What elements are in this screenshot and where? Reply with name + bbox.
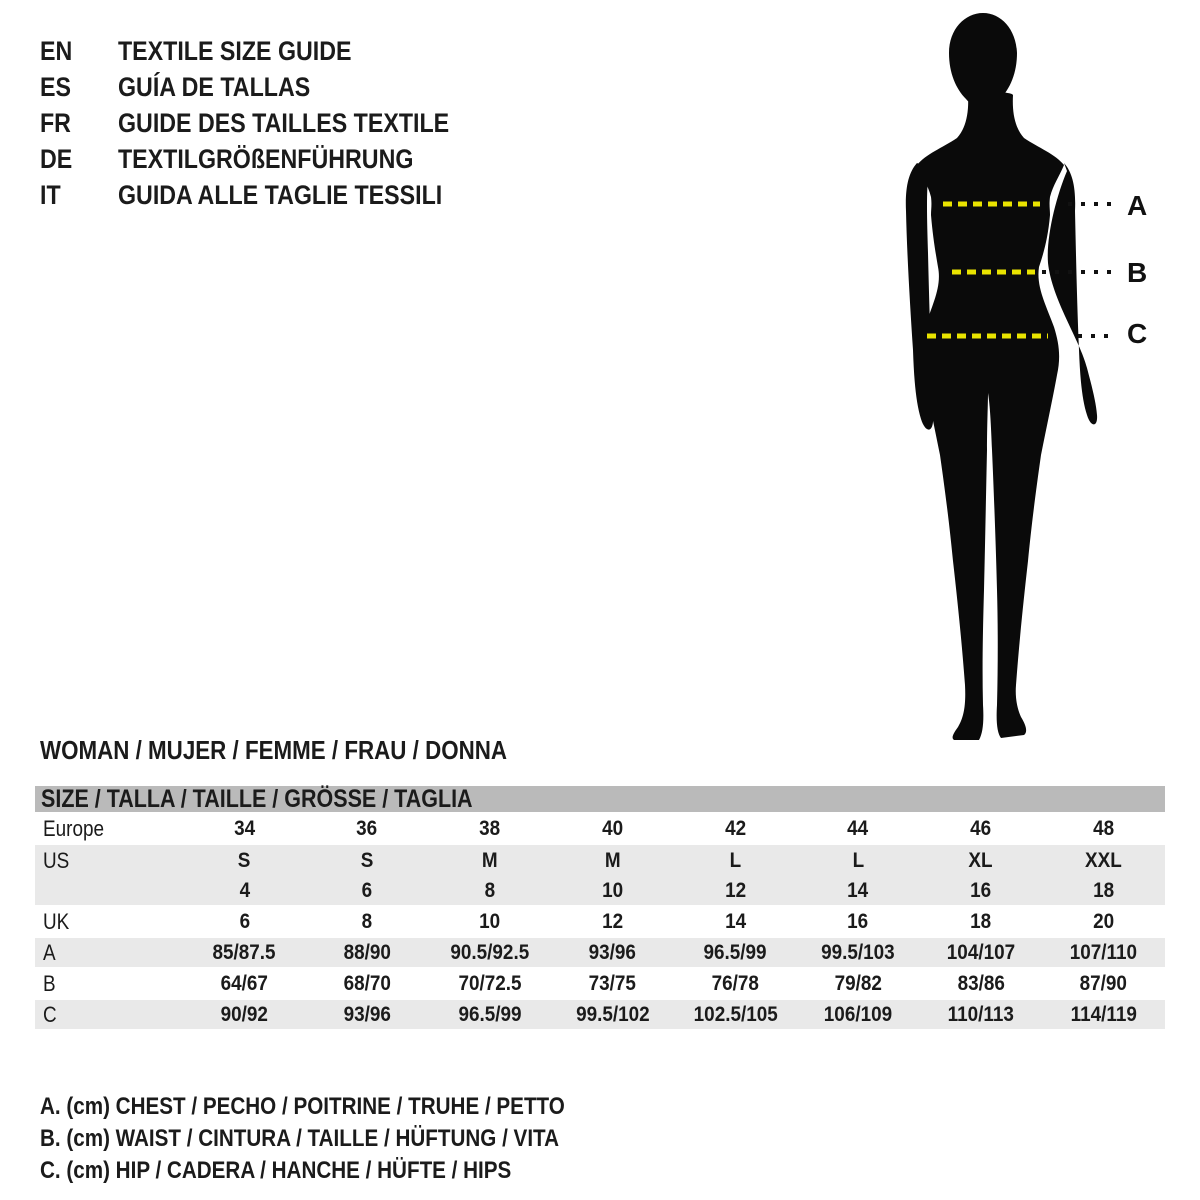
- lang-row-de: [40, 141, 503, 177]
- table-cell: 73/75: [588, 971, 637, 995]
- silhouette-left-arm: [906, 163, 934, 430]
- table-cell: 8: [361, 909, 373, 933]
- table-cell: 96.5/99: [703, 940, 767, 964]
- lang-code-fr: FR: [40, 107, 71, 138]
- table-cell: 76/78: [711, 971, 760, 995]
- legend-hip: C. (cm) HIP / CADERA / HANCHE / HÜFTE / HIPS: [40, 1157, 512, 1184]
- row-label: A: [43, 939, 56, 965]
- table-cell: 14: [724, 909, 746, 933]
- table-cell: L: [729, 848, 742, 872]
- woman-silhouette-figure: [880, 5, 1120, 745]
- table-cell: 18: [970, 909, 992, 933]
- table-cell: 48: [1093, 816, 1115, 840]
- table-cell: 46: [970, 816, 992, 840]
- size-table-header-text: SIZE / TALLA / TAILLE / GRÖSSE / TAGLIA: [41, 784, 473, 813]
- legend-chest: A. (cm) CHEST / PECHO / POITRINE / TRUHE / PETTO: [40, 1093, 565, 1120]
- table-row-europe: [35, 814, 1165, 845]
- table-cell: M: [604, 848, 621, 872]
- measurement-legend: [40, 1091, 650, 1187]
- lang-row-fr: [40, 105, 503, 141]
- section-title-text: WOMAN / MUJER / FEMME / FRAU / DONNA: [40, 735, 508, 765]
- table-cell: 85/87.5: [212, 940, 276, 964]
- table-cell: 12: [602, 909, 624, 933]
- lang-row-it: [40, 177, 503, 213]
- table-cell: 90/92: [220, 1002, 269, 1026]
- silhouette-right-arm: [1048, 163, 1097, 424]
- table-cell: 12: [724, 878, 746, 902]
- lang-title-it: GUIDA ALLE TAGLIE TESSILI: [118, 179, 443, 210]
- row-label: UK: [43, 908, 70, 934]
- table-cell: 14: [847, 878, 869, 902]
- table-cell: 6: [239, 909, 250, 933]
- section-title: [40, 735, 583, 766]
- table-cell: 79/82: [834, 971, 882, 995]
- lang-code-es: ES: [40, 71, 71, 102]
- table-cell: 40: [602, 816, 624, 840]
- lang-code-de: DE: [40, 143, 73, 174]
- lang-code-it: IT: [40, 179, 61, 210]
- table-cell: 34: [233, 816, 255, 840]
- table-cell: 110/113: [947, 1002, 1014, 1026]
- table-cell: 70/72.5: [458, 971, 522, 995]
- table-cell: 42: [724, 816, 746, 840]
- table-cell: 104/107: [946, 940, 1016, 964]
- table-cell: 44: [847, 816, 869, 840]
- table-cell: M: [482, 848, 498, 872]
- table-cell: XL: [968, 848, 993, 872]
- lang-row-es: [40, 69, 503, 105]
- row-label: C: [43, 1001, 57, 1027]
- table-row-us-letters: [35, 845, 1165, 876]
- table-cell: L: [852, 848, 864, 872]
- lang-title-fr: GUIDE DES TAILLES TEXTILE: [118, 107, 450, 138]
- table-cell: 88/90: [343, 940, 391, 964]
- table-cell: 107/110: [1069, 940, 1138, 964]
- table-cell: XXL: [1085, 848, 1123, 872]
- table-row-waist: [35, 969, 1165, 1000]
- table-cell: 36: [356, 816, 378, 840]
- language-title-list: [40, 33, 503, 213]
- measure-label-a: A: [1127, 190, 1148, 221]
- table-cell: 20: [1093, 909, 1115, 933]
- table-cell: 106/109: [823, 1002, 893, 1026]
- table-row-chest: [35, 938, 1165, 969]
- table-cell: 18: [1093, 878, 1115, 902]
- table-cell: 93/96: [343, 1002, 391, 1026]
- table-cell: 93/96: [588, 940, 637, 964]
- lang-title-es: GUÍA DE TALLAS: [118, 71, 311, 102]
- table-cell: 6: [361, 878, 373, 902]
- table-cell: 38: [479, 816, 501, 840]
- table-cell: 102.5/105: [693, 1002, 778, 1026]
- table-cell: 10: [602, 878, 624, 902]
- measure-label-c: C: [1127, 318, 1148, 349]
- table-cell: 87/90: [1079, 971, 1128, 995]
- row-label: B: [43, 970, 56, 996]
- size-table-header: [35, 786, 1165, 814]
- table-cell: 96.5/99: [458, 1002, 522, 1026]
- table-row-us-numbers: [35, 876, 1165, 907]
- table-row-hip: [35, 1000, 1165, 1031]
- table-cell: 83/86: [957, 971, 1005, 995]
- table-cell: 16: [970, 878, 992, 902]
- table-cell: 90.5/92.5: [450, 940, 530, 964]
- table-cell: 4: [239, 878, 250, 902]
- legend-waist: B. (cm) WAIST / CINTURA / TAILLE / HÜFTUNG / VITA: [40, 1125, 560, 1152]
- lang-title-de: TEXTILGRÖßENFÜHRUNG: [118, 143, 414, 174]
- lang-row-en: [40, 33, 503, 69]
- measure-label-b: B: [1127, 257, 1148, 288]
- table-cell: 10: [479, 909, 501, 933]
- lang-title-en: TEXTILE SIZE GUIDE: [118, 35, 352, 66]
- table-cell: 8: [484, 878, 496, 902]
- row-label: US: [43, 847, 70, 873]
- row-label: Europe: [43, 815, 105, 841]
- table-cell: S: [238, 848, 251, 872]
- table-cell: 16: [847, 909, 869, 933]
- size-table: [35, 786, 1165, 1031]
- table-cell: 99.5/103: [821, 940, 895, 964]
- lang-code-en: EN: [40, 35, 73, 66]
- table-cell: 68/70: [343, 971, 391, 995]
- table-cell: 99.5/102: [575, 1002, 650, 1026]
- table-cell: 64/67: [220, 971, 269, 995]
- table-cell: S: [360, 848, 374, 872]
- table-cell: 114/119: [1070, 1002, 1137, 1026]
- silhouette-body: [917, 91, 1064, 740]
- table-row-uk: [35, 907, 1165, 938]
